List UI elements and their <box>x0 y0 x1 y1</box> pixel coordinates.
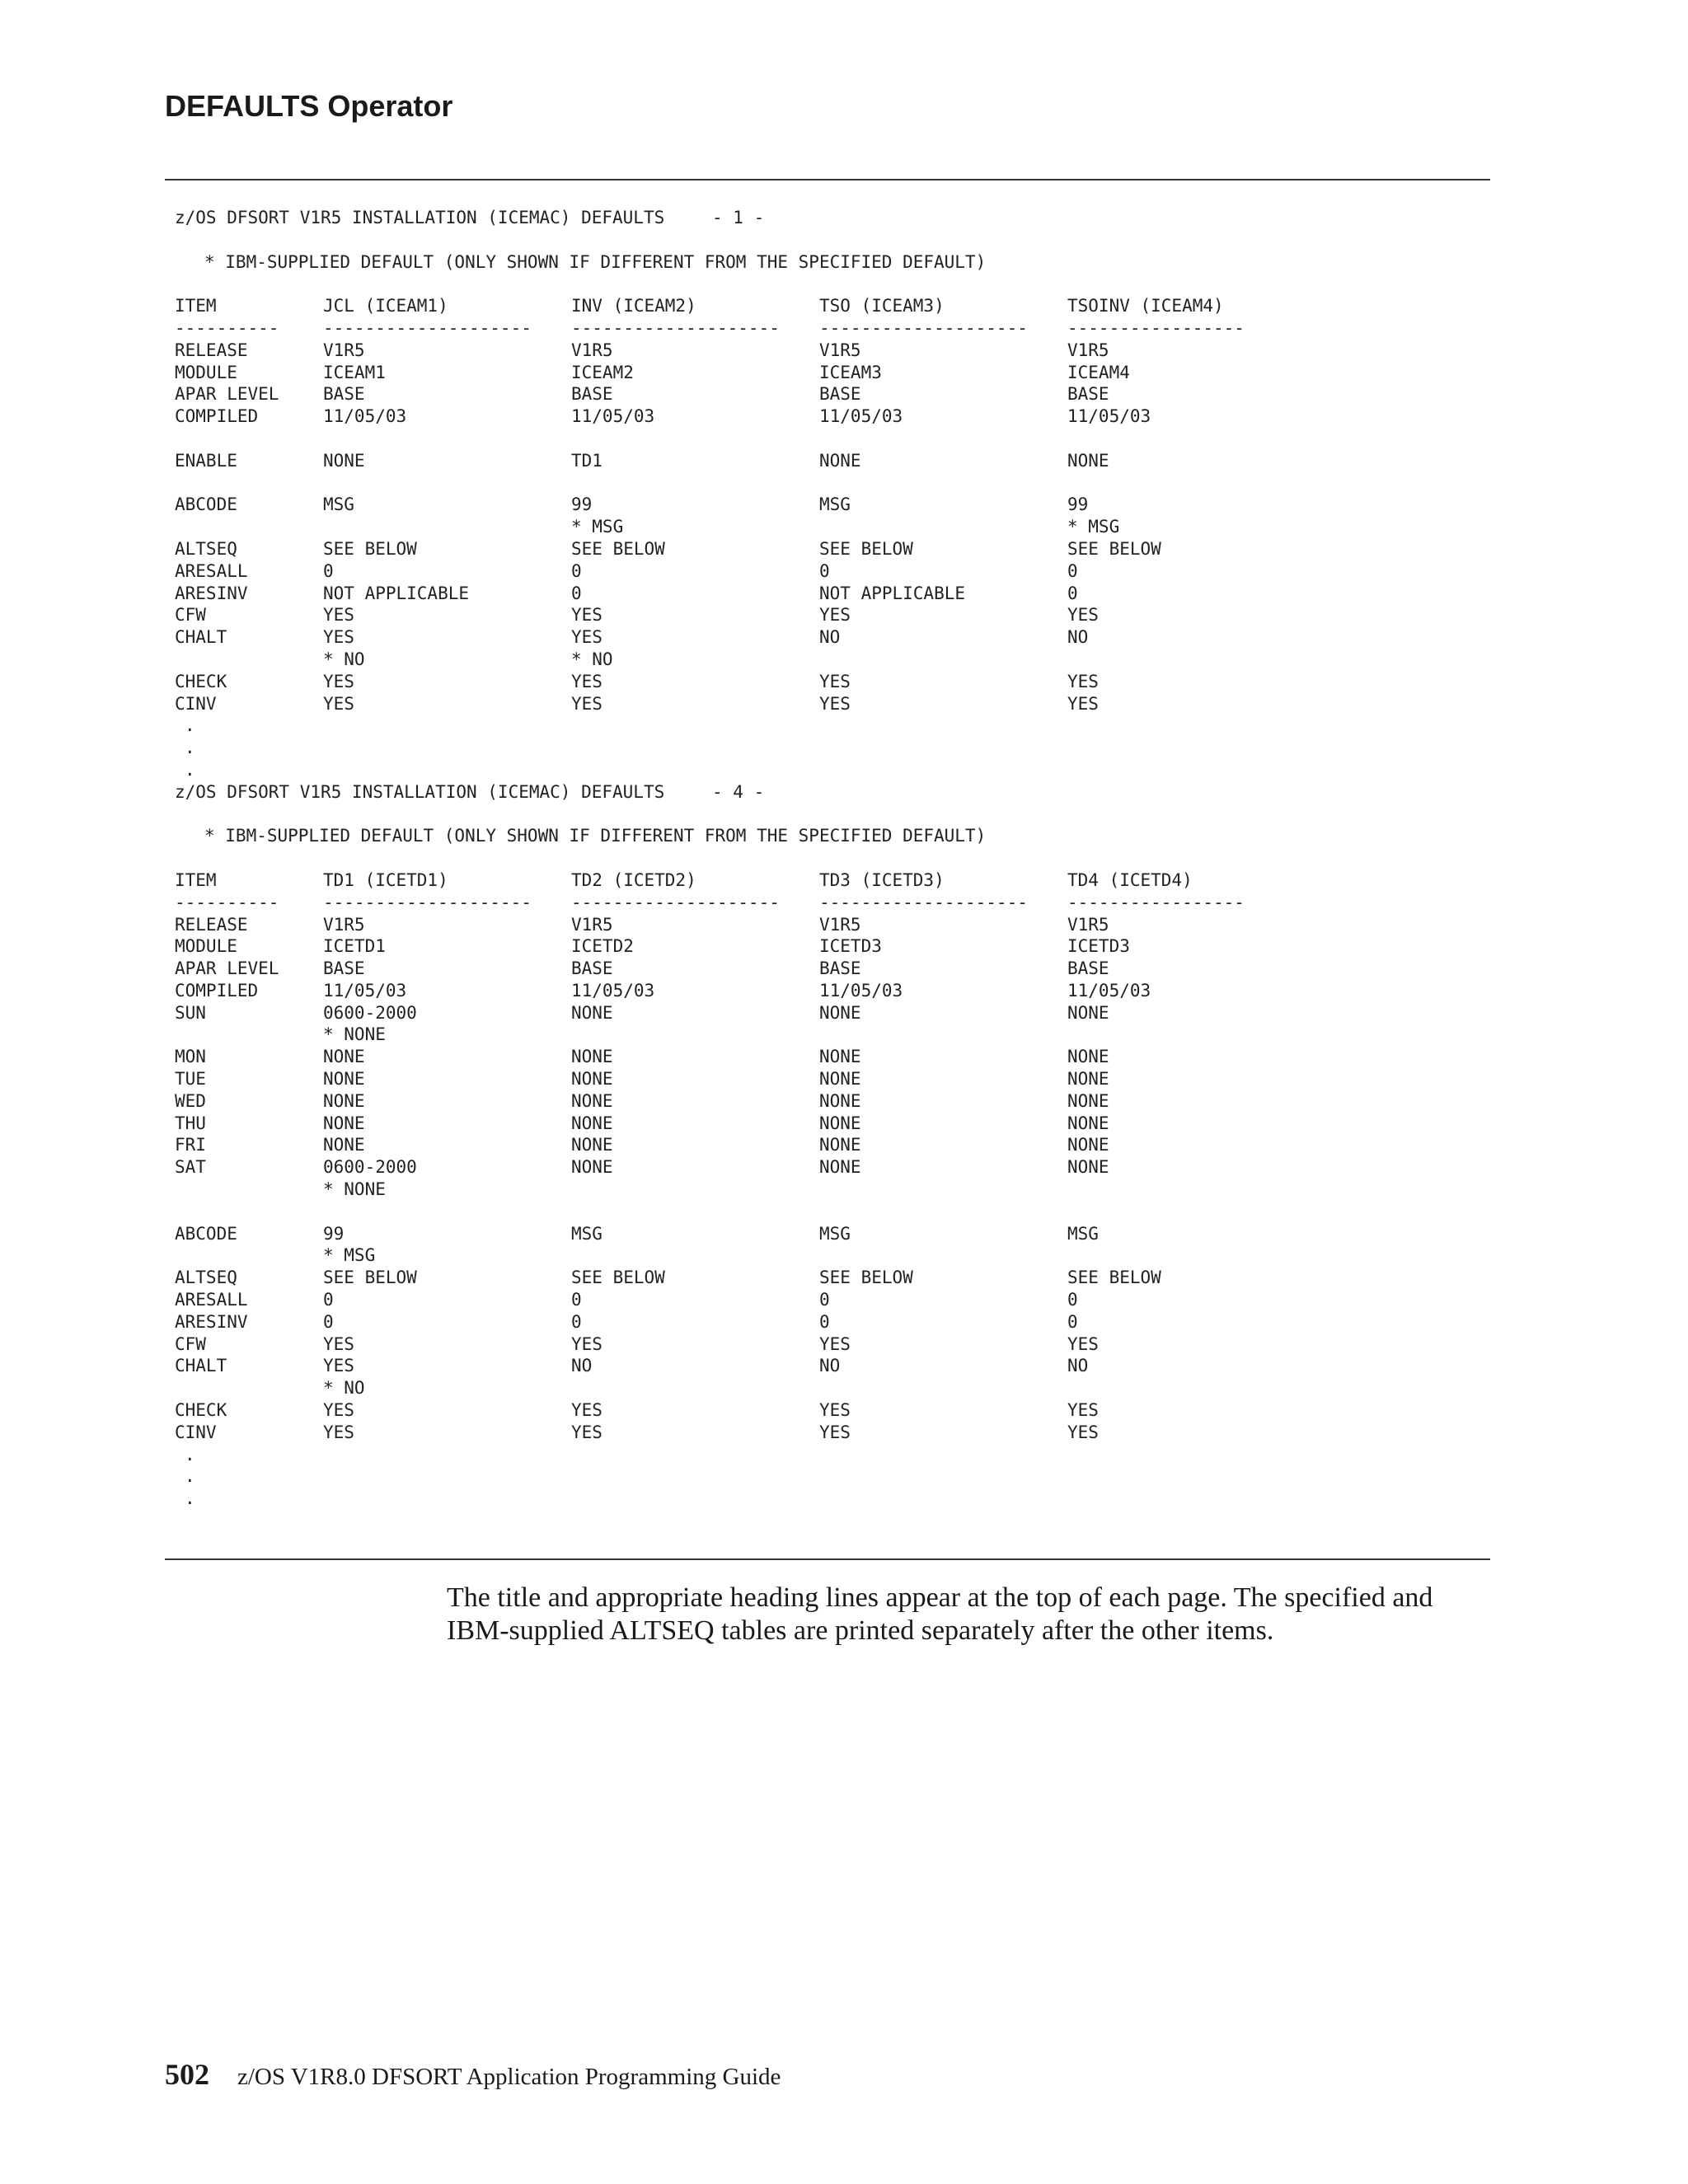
value-cell: 0 <box>819 1290 830 1310</box>
value-cell: YES <box>323 605 354 626</box>
item-name-cell: RELEASE <box>175 340 248 360</box>
value-cell: NONE <box>819 1002 861 1023</box>
value-cell: NONE <box>571 1157 613 1178</box>
value-cell: -------------------- <box>323 317 532 338</box>
value-cell: -------------------- <box>323 892 532 912</box>
listing-note: * IBM-SUPPLIED DEFAULT (ONLY SHOWN IF DIFFERENT FROM THE SPECIFIED DEFAULT) <box>204 251 987 272</box>
value-cell: SEE BELOW <box>1067 1268 1161 1288</box>
item-name-cell: MODULE <box>175 362 237 382</box>
value-cell: NONE <box>571 1002 613 1023</box>
value-cell: NO <box>571 1356 593 1376</box>
value-cell: MSG <box>819 1223 851 1244</box>
value-cell: TD2 (ICETD2) <box>571 869 696 890</box>
value-cell: NONE <box>571 1047 613 1067</box>
value-cell: 0600-2000 <box>323 1157 417 1178</box>
item-name-cell: RELEASE <box>175 914 248 935</box>
value-cell: 0 <box>571 560 582 581</box>
item-name-cell: CHECK <box>175 671 227 691</box>
value-cell: YES <box>571 1422 603 1442</box>
value-cell: * NONE <box>323 1024 386 1045</box>
value-cell: YES <box>1067 605 1099 626</box>
value-cell: * NO <box>571 649 613 669</box>
value-cell: NONE <box>1067 1047 1109 1067</box>
value-cell: 99 <box>323 1223 345 1244</box>
item-name-cell: CINV <box>175 693 217 714</box>
value-cell: V1R5 <box>1067 914 1109 935</box>
value-cell: SEE BELOW <box>819 1268 913 1288</box>
value-cell: V1R5 <box>571 340 613 360</box>
value-cell: * MSG <box>571 517 624 537</box>
value-cell: NONE <box>819 450 861 471</box>
item-name-cell: SUN <box>175 1002 206 1023</box>
value-cell: BASE <box>571 384 613 405</box>
value-cell: ----------------- <box>1067 892 1245 912</box>
item-name-cell: WED <box>175 1090 206 1111</box>
value-cell: MSG <box>1067 1223 1099 1244</box>
value-cell: V1R5 <box>1067 340 1109 360</box>
value-cell: YES <box>571 1333 603 1354</box>
value-cell: 11/05/03 <box>323 406 407 427</box>
value-cell: NONE <box>819 1157 861 1178</box>
listing-title: z/OS DFSORT V1R5 INSTALLATION (ICEMAC) DEFAULTS <box>175 208 665 227</box>
value-cell: NONE <box>571 1090 613 1111</box>
item-name-cell: ---------- <box>175 317 279 338</box>
item-name-cell: CHALT <box>175 627 227 648</box>
item-name-cell: ABCODE <box>175 494 237 515</box>
item-name-cell: FRI <box>175 1135 206 1155</box>
ellipsis-dot: . <box>185 759 195 780</box>
value-cell: NONE <box>819 1069 861 1090</box>
ellipsis-dot: . <box>185 715 195 736</box>
value-cell: 0 <box>571 1290 582 1310</box>
item-name-cell: ITEM <box>175 869 217 890</box>
item-name-cell: CHALT <box>175 1356 227 1376</box>
value-cell: MSG <box>819 494 851 515</box>
item-name-cell: ARESALL <box>175 1290 248 1310</box>
value-cell: YES <box>1067 1333 1099 1354</box>
value-cell: * MSG <box>323 1245 376 1266</box>
value-cell: * MSG <box>1067 517 1120 537</box>
value-cell: MSG <box>323 494 354 515</box>
listing-page-number: - 4 - <box>712 781 765 802</box>
value-cell: TD1 <box>571 450 603 471</box>
value-cell: YES <box>1067 671 1099 691</box>
value-cell: 0 <box>819 560 830 581</box>
value-cell: 11/05/03 <box>323 980 407 1001</box>
listing-page-number: - 1 - <box>712 208 765 227</box>
item-name-cell: COMPILED <box>175 406 259 427</box>
value-cell: YES <box>819 605 851 626</box>
value-cell: 0 <box>323 1290 334 1310</box>
item-name-cell: MODULE <box>175 936 237 957</box>
value-cell: YES <box>819 1400 851 1421</box>
value-cell: YES <box>571 1400 603 1421</box>
value-cell: YES <box>323 1333 354 1354</box>
value-cell: BASE <box>323 958 365 979</box>
value-cell: INV (ICEAM2) <box>571 296 696 316</box>
value-cell: YES <box>819 1333 851 1354</box>
item-name-cell: SAT <box>175 1157 206 1178</box>
value-cell: NO <box>1067 1356 1089 1376</box>
value-cell: NOT APPLICABLE <box>323 583 470 603</box>
value-cell: V1R5 <box>323 340 365 360</box>
item-name-cell: ARESINV <box>175 583 248 603</box>
value-cell: V1R5 <box>323 914 365 935</box>
ellipsis-dot: . <box>185 1466 195 1487</box>
value-cell: BASE <box>1067 958 1109 979</box>
value-cell: SEE BELOW <box>819 538 913 559</box>
value-cell: 11/05/03 <box>571 980 655 1001</box>
item-name-cell: ITEM <box>175 296 217 316</box>
value-cell: 11/05/03 <box>819 406 903 427</box>
value-cell: YES <box>571 605 603 626</box>
ellipsis-dot: . <box>185 738 195 758</box>
value-cell: 11/05/03 <box>1067 980 1151 1001</box>
top-divider <box>165 179 1490 180</box>
value-cell: 0 <box>1067 1290 1078 1310</box>
value-cell: 0 <box>1067 1311 1078 1332</box>
item-name-cell: ALTSEQ <box>175 1268 237 1288</box>
value-cell: YES <box>571 693 603 714</box>
value-cell: NONE <box>323 1090 365 1111</box>
item-name-cell: MON <box>175 1047 206 1067</box>
value-cell: NONE <box>1067 1113 1109 1133</box>
book-title: z/OS V1R8.0 DFSORT Application Programming Guide <box>237 2064 781 2090</box>
value-cell: V1R5 <box>819 914 861 935</box>
item-name-cell: CFW <box>175 605 206 626</box>
item-name-cell: CHECK <box>175 1400 227 1421</box>
value-cell: ICETD3 <box>1067 936 1130 957</box>
value-cell: SEE BELOW <box>571 1268 665 1288</box>
value-cell: YES <box>323 671 354 691</box>
item-name-cell: THU <box>175 1113 206 1133</box>
value-cell: NONE <box>1067 450 1109 471</box>
item-name-cell: CFW <box>175 1333 206 1354</box>
page-number: 502 <box>165 2058 209 2091</box>
item-name-cell: COMPILED <box>175 980 259 1001</box>
value-cell: 0 <box>571 1311 582 1332</box>
ellipsis-dot: . <box>185 1444 195 1465</box>
value-cell: YES <box>323 1400 354 1421</box>
value-cell: ICEAM4 <box>1067 362 1130 382</box>
body-paragraph: The title and appropriate heading lines appear at the top of each page. The specified and IBM-supplied ALTSEQ tables are printed separately after the other items. <box>447 1582 1433 1646</box>
value-cell: SEE BELOW <box>571 538 665 559</box>
value-cell: ----------------- <box>1067 317 1245 338</box>
value-cell: 0 <box>323 1311 334 1332</box>
value-cell: YES <box>819 1422 851 1442</box>
value-cell: NONE <box>571 1069 613 1090</box>
value-cell: BASE <box>571 958 613 979</box>
value-cell: NONE <box>819 1113 861 1133</box>
value-cell: NONE <box>1067 1002 1109 1023</box>
value-cell: 0600-2000 <box>323 1002 417 1023</box>
value-cell: TD4 (ICETD4) <box>1067 869 1193 890</box>
value-cell: NONE <box>1067 1069 1109 1090</box>
item-name-cell: CINV <box>175 1422 217 1442</box>
value-cell: ICEAM2 <box>571 362 634 382</box>
value-cell: NONE <box>1067 1157 1109 1178</box>
value-cell: NONE <box>323 450 365 471</box>
value-cell: NONE <box>571 1113 613 1133</box>
value-cell: YES <box>819 693 851 714</box>
value-cell: * NONE <box>323 1179 386 1200</box>
item-name-cell: ALTSEQ <box>175 538 237 559</box>
value-cell: NONE <box>323 1113 365 1133</box>
value-cell: * NO <box>323 649 365 669</box>
page-footer <box>165 2057 781 2092</box>
value-cell: -------------------- <box>571 317 780 338</box>
value-cell: 0 <box>819 1311 830 1332</box>
value-cell: ICEAM3 <box>819 362 882 382</box>
value-cell: NONE <box>323 1047 365 1067</box>
value-cell: ICETD3 <box>819 936 882 957</box>
value-cell: NO <box>819 1356 841 1376</box>
value-cell: MSG <box>571 1223 603 1244</box>
page-heading: DEFAULTS Operator <box>165 89 453 123</box>
item-name-cell: ---------- <box>175 892 279 912</box>
value-cell: TD3 (ICETD3) <box>819 869 945 890</box>
value-cell: 11/05/03 <box>571 406 655 427</box>
value-cell: SEE BELOW <box>323 1268 417 1288</box>
value-cell: BASE <box>1067 384 1109 405</box>
value-cell: NONE <box>819 1047 861 1067</box>
value-cell: * NO <box>323 1378 365 1399</box>
item-name-cell: ENABLE <box>175 450 237 471</box>
value-cell: YES <box>1067 1422 1099 1442</box>
listing-note: * IBM-SUPPLIED DEFAULT (ONLY SHOWN IF DIFFERENT FROM THE SPECIFIED DEFAULT) <box>204 826 987 846</box>
ellipsis-dot: . <box>185 1488 195 1509</box>
value-cell: NONE <box>819 1135 861 1155</box>
value-cell: 99 <box>571 494 593 515</box>
value-cell: YES <box>571 671 603 691</box>
value-cell: BASE <box>819 384 861 405</box>
value-cell: BASE <box>323 384 365 405</box>
value-cell: YES <box>323 627 354 648</box>
item-name-cell: ARESINV <box>175 1311 248 1332</box>
value-cell: TSOINV (ICEAM4) <box>1067 296 1224 316</box>
value-cell: NO <box>1067 627 1089 648</box>
value-cell: YES <box>323 1422 354 1442</box>
value-cell: NO <box>819 627 841 648</box>
value-cell: V1R5 <box>819 340 861 360</box>
value-cell: SEE BELOW <box>323 538 417 559</box>
value-cell: -------------------- <box>819 892 1028 912</box>
bottom-divider <box>165 1558 1490 1560</box>
value-cell: ICETD2 <box>571 936 634 957</box>
value-cell: NONE <box>1067 1135 1109 1155</box>
value-cell: YES <box>323 1356 354 1376</box>
item-name-cell: ARESALL <box>175 560 248 581</box>
value-cell: NOT APPLICABLE <box>819 583 966 603</box>
value-cell: 11/05/03 <box>819 980 903 1001</box>
value-cell: 0 <box>323 560 334 581</box>
value-cell: YES <box>323 693 354 714</box>
value-cell: NONE <box>1067 1090 1109 1111</box>
item-name-cell: ABCODE <box>175 1223 237 1244</box>
value-cell: TD1 (ICETD1) <box>323 869 448 890</box>
value-cell: 0 <box>1067 583 1078 603</box>
value-cell: JCL (ICEAM1) <box>323 296 448 316</box>
value-cell: ICETD1 <box>323 936 386 957</box>
value-cell: 0 <box>571 583 582 603</box>
value-cell: 0 <box>1067 560 1078 581</box>
value-cell: -------------------- <box>819 317 1028 338</box>
value-cell: BASE <box>819 958 861 979</box>
item-name-cell: APAR LEVEL <box>175 384 279 405</box>
listing-title: z/OS DFSORT V1R5 INSTALLATION (ICEMAC) DEFAULTS <box>175 781 665 802</box>
value-cell: YES <box>819 671 851 691</box>
value-cell: YES <box>1067 1400 1099 1421</box>
value-cell: YES <box>1067 693 1099 714</box>
value-cell: NONE <box>323 1135 365 1155</box>
value-cell: -------------------- <box>571 892 780 912</box>
value-cell: V1R5 <box>571 914 613 935</box>
value-cell: TSO (ICEAM3) <box>819 296 945 316</box>
value-cell: 99 <box>1067 494 1089 515</box>
value-cell: NONE <box>819 1090 861 1111</box>
item-name-cell: TUE <box>175 1069 206 1090</box>
item-name-cell: APAR LEVEL <box>175 958 279 979</box>
value-cell: SEE BELOW <box>1067 538 1161 559</box>
value-cell: ICEAM1 <box>323 362 386 382</box>
value-cell: NONE <box>571 1135 613 1155</box>
value-cell: YES <box>571 627 603 648</box>
value-cell: 11/05/03 <box>1067 406 1151 427</box>
value-cell: NONE <box>323 1069 365 1090</box>
